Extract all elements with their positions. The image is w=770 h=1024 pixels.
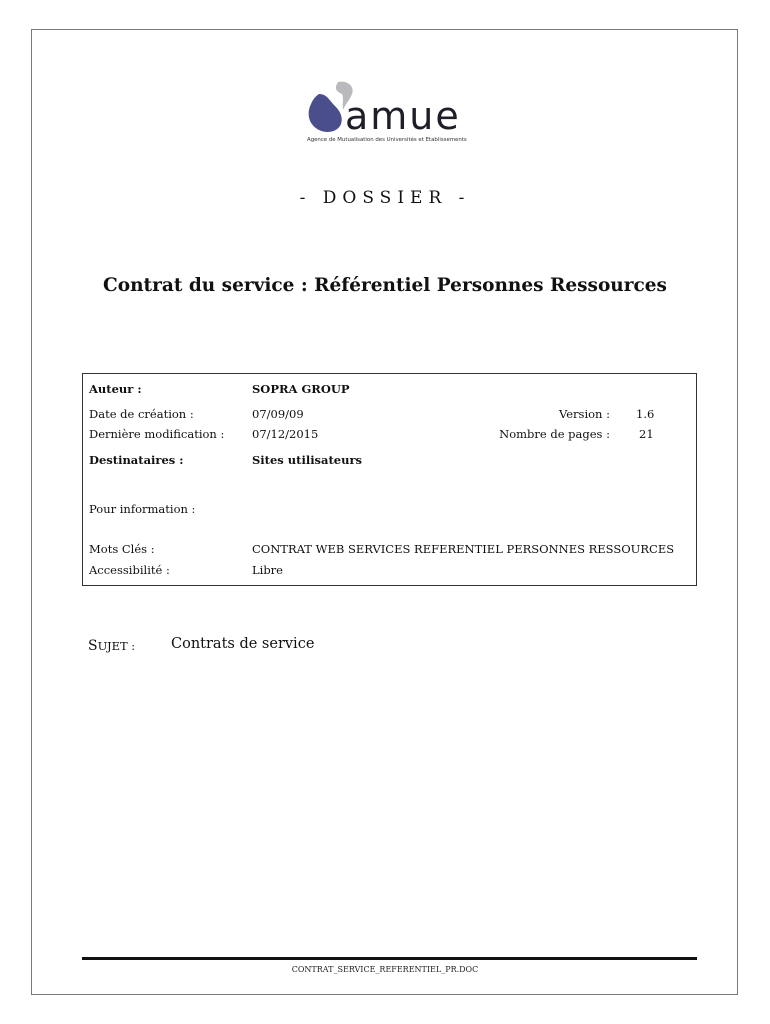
footer-rule: [82, 957, 697, 960]
dossier-heading: - DOSSIER -: [299, 188, 471, 208]
logo-wordmark: amue: [345, 94, 461, 138]
pour-information-label: Pour information :: [89, 502, 196, 516]
logo-tagline: Agence de Mutualisation des Universités et Etablissements: [307, 137, 467, 143]
auteur-label: Auteur :: [89, 382, 142, 396]
auteur-value: SOPRA GROUP: [252, 382, 350, 396]
derniere-modification-value: 07/12/2015: [252, 427, 319, 441]
derniere-modification-label: Dernière modification :: [89, 427, 225, 441]
footer-filename: CONTRAT_SERVICE_REFERENTIEL_PR.DOC: [291, 965, 479, 974]
destinataires-label: Destinataires :: [89, 453, 184, 467]
nombre-pages-label: Nombre de pages :: [499, 427, 610, 441]
document-info-table: [82, 373, 697, 586]
document-title: Contrat du service : Référentiel Personnes Ressources: [103, 275, 667, 296]
sujet-value: Contrats de service: [171, 636, 315, 652]
sujet-label-initial: S: [88, 638, 98, 654]
date-creation-label: Date de création :: [89, 407, 194, 421]
version-value: 1.6: [636, 407, 655, 421]
mots-cles-value: CONTRAT WEB SERVICES REFERENTIEL PERSONNES RESSOURCES: [252, 542, 675, 556]
date-creation-value: 07/09/09: [252, 407, 304, 421]
mots-cles-label: Mots Clés :: [89, 542, 155, 556]
destinataires-value: Sites utilisateurs: [252, 453, 363, 467]
version-label: Version :: [559, 407, 610, 421]
amue-logo: [305, 80, 480, 150]
accessibilite-value: Libre: [252, 563, 283, 577]
nombre-pages-value: 21: [639, 427, 654, 441]
sujet-label-rest: UJET :: [97, 639, 136, 653]
accessibilite-label: Accessibilité :: [89, 563, 170, 577]
sujet-label: [88, 638, 135, 654]
